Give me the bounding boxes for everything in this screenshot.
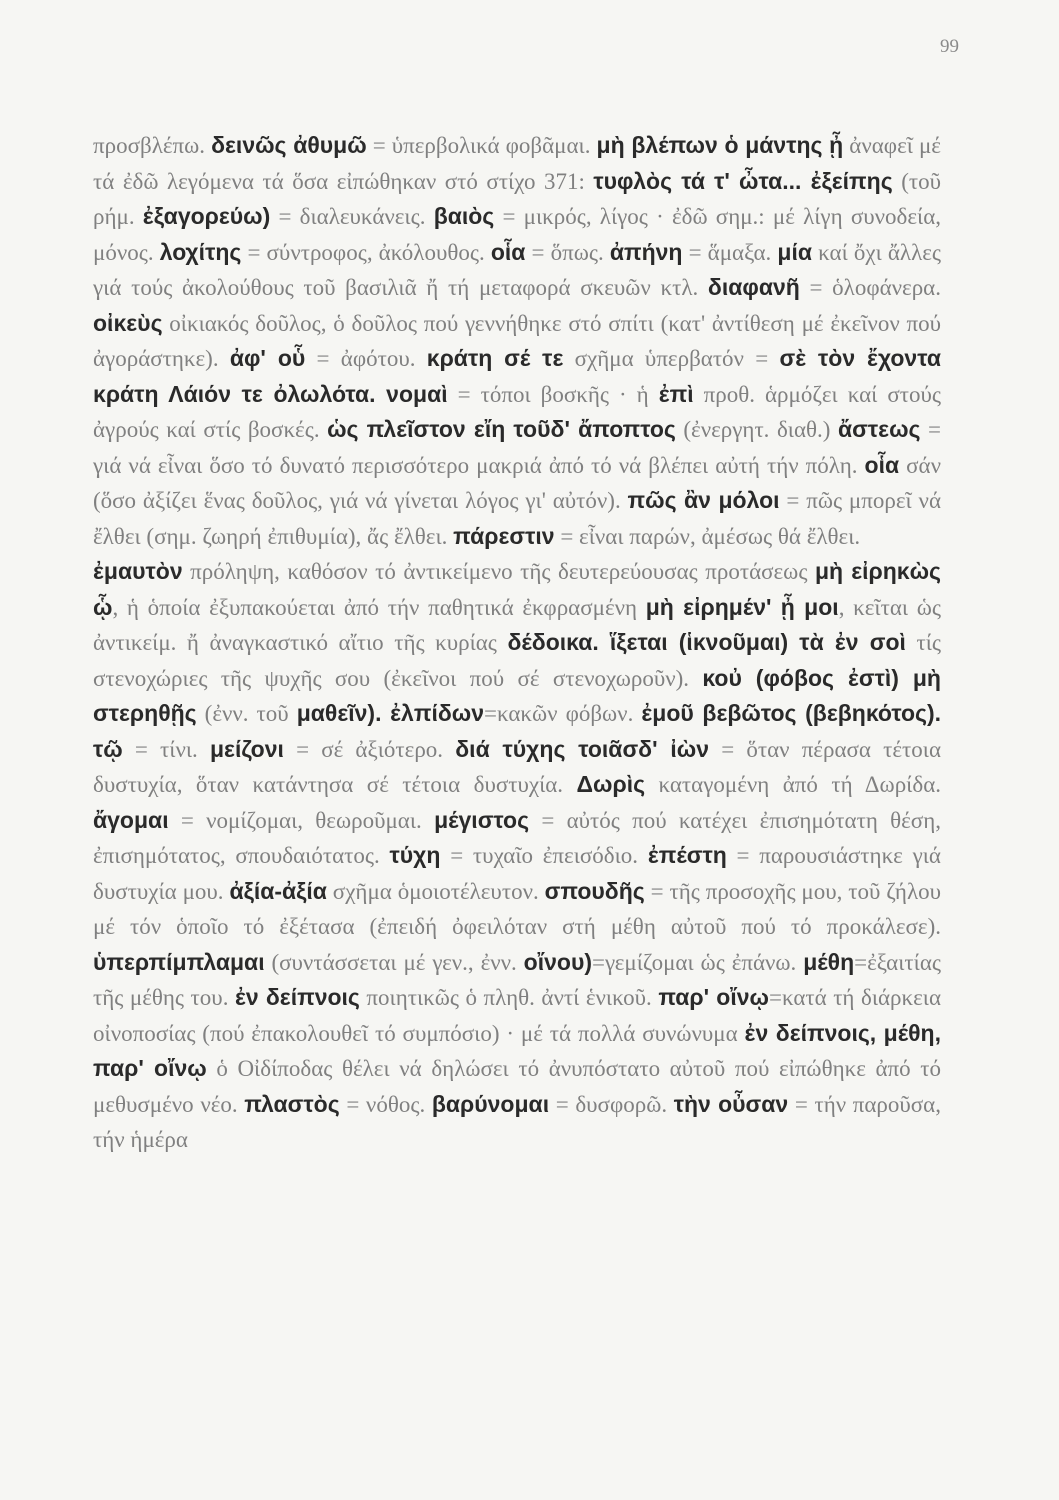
- gloss-text: σχῆμα ὁμοιοτέλευτον.: [326, 878, 545, 904]
- lemma-term: ἐμαυτὸν: [93, 558, 183, 584]
- paragraph: [93, 554, 941, 1158]
- lemma-term: λοχίτης: [159, 238, 242, 265]
- gloss-text: οἰκιακός δοῦλος, ὁ δοῦλος πού γεννήθηκε στό σπίτι (κατ' ἀντίθεση μέ ἐκεῖνον πού ἀγοράστηκε).: [93, 310, 941, 371]
- gloss-text: = τῆς προσοχῆς μου, τοῦ ζήλου μέ τόν ὁποῖο τό ἐξέτασα (ἐπειδή ὀφειλόταν στή μέθη αὐτοῦ πού τό προκάλεσε).: [93, 878, 941, 939]
- gloss-text: προθ. ἁρμόζει καί στούς ἀγρούς καί στίς βοσκές.: [93, 381, 941, 442]
- lemma-term: ὡς πλεῖστον εἴη τοῦδ' ἄποπτος: [327, 416, 676, 442]
- gloss-text: καί ὄχι ἄλλες γιά τούς ἀκολούθους τοῦ βασιλιᾶ ἤ τή μεταφορά σκευῶν κτλ.: [93, 239, 941, 300]
- gloss-text: ὁ Οἰδίποδας θέλει νά δηλώσει τό ἀνυπόστατο αὐτοῦ πού εἰπώθηκε ἀπό τό μεθυσμένο νέο.: [93, 1056, 941, 1117]
- lemma-term: παρ' οἴνῳ: [658, 984, 769, 1010]
- gloss-text: =κακῶν φόβων.: [484, 701, 642, 726]
- lemma-term: οἰκεὺς: [93, 309, 163, 336]
- lemma-term: ἄγομαι: [93, 806, 169, 833]
- lemma-term: ἀφ' οὗ: [229, 345, 306, 371]
- gloss-text: (ἐνεργητ. διαθ.): [675, 417, 839, 442]
- lemma-term: ἄστεως: [838, 416, 921, 442]
- lemma-term: ἀπήνη: [609, 238, 683, 265]
- lemma-term: δέδοικα. ἵξεται (ἱκνοῦμαι) τὰ ἐν σοὶ: [507, 629, 906, 655]
- lemma-term: κοὐ (φόβος ἐστὶ) μὴ στερηθῇς: [93, 664, 941, 726]
- lemma-term: ὑπερπίμπλαμαι: [93, 948, 265, 975]
- gloss-text: = ἅμαξα.: [682, 239, 778, 265]
- gloss-text: (ἐνν. τοῦ: [196, 701, 297, 726]
- gloss-text: =κατά τή διάρκεια οἰνοποσίας (πού ἐπακολουθεῖ τό συμπόσιο) · μέ τά πολλά συνώνυμα: [93, 985, 942, 1046]
- gloss-text: = ὑπερβολικά φοβᾶμαι.: [366, 133, 597, 158]
- gloss-text: = μικρός, λίγος · ἐδῶ σημ.: μέ λίγη συνοδεία, μόνος.: [93, 204, 941, 265]
- gloss-text: = πῶς μπορεῖ νά ἔλθει (σημ. ζωηρή ἐπιθυμία), ἄς ἔλθει.: [93, 488, 942, 549]
- gloss-text: , ἡ ὁποία ἐξυπακούεται ἀπό τήν παθητικά ἐκφρασμένη: [112, 594, 646, 620]
- lemma-term: τὴν οὖσαν: [673, 1090, 789, 1117]
- gloss-text: = παρουσιάστηκε γιά δυστυχία μου.: [93, 843, 941, 904]
- lemma-term: ἐξαγορεύω): [142, 203, 271, 229]
- lemma-term: βαρύνομαι: [431, 1090, 550, 1117]
- gloss-text: = τίνι.: [122, 736, 210, 762]
- gloss-text: =ἐξαιτίας τῆς μέθης του.: [93, 949, 941, 1010]
- lemma-term: ἐμοῦ βεβῶτος (βεβηκότος). τῷ: [93, 700, 942, 762]
- lemma-term: πλαστὸς: [244, 1090, 340, 1117]
- lemma-term: διά τύχης τοιᾶσδ' ἰὼν: [455, 735, 710, 762]
- gloss-text: σχῆμα ὑπερβατόν =: [563, 346, 780, 371]
- lemma-term: σπουδῆς: [544, 877, 645, 904]
- gloss-text: = αὐτός πού κατέχει ἐπισημότατη θέση, ἐπισημότατος, σπουδαιότατος.: [93, 807, 941, 868]
- lemma-term: μέγιστος: [434, 806, 530, 833]
- lemma-term: κράτη σέ τε: [426, 345, 564, 371]
- lemma-term: μὴ βλέπων ὁ μάντης ᾖ: [596, 132, 844, 158]
- gloss-text: = τήν παροῦσα, τήν ἡμέρα: [93, 1091, 941, 1152]
- gloss-text: προσβλέπω.: [93, 133, 212, 158]
- lemma-term: τυφλὸς τά τ' ὦτα... ἐξείπης: [593, 167, 893, 194]
- gloss-text: σάν (ὅσο ἀξίζει ἕνας δοῦλος, γιά νά γίνεται λόγος γι' αὐτόν).: [93, 452, 941, 513]
- lemma-term: μὴ εἰρημέν' ᾖ μοι: [645, 593, 839, 620]
- lemma-term: πῶς ἂν μόλοι: [627, 487, 780, 513]
- lemma-term: ἐπέστη: [647, 842, 727, 868]
- gloss-text: (συντάσσεται μέ γεν., ἐνν.: [264, 949, 524, 975]
- gloss-text: = ὅταν πέρασα τέτοια δυστυχία, ὅταν κατάντησα σέ τέτοια δυστυχία.: [93, 736, 941, 797]
- gloss-text: ποιητικῶς ὁ πληθ. ἀντί ἑνικοῦ.: [359, 985, 659, 1010]
- lemma-term: διαφανῆ: [707, 274, 800, 300]
- lemma-term: πάρεστιν: [453, 522, 555, 549]
- gloss-text: = δυσφορῶ.: [549, 1091, 674, 1117]
- lemma-term: ἐν δείπνοις: [234, 984, 360, 1010]
- gloss-text: ἀναφεῖ μέ τά ἐδῶ λεγόμενα τά ὅσα εἰπώθηκαν στό στίχο 371:: [93, 133, 941, 194]
- lemma-term: μαθεῖν). ἐλπίδων: [296, 700, 485, 726]
- lemma-term: σὲ τὸν ἔχοντα κράτη Λάιόν τε ὀλωλότα. νομαὶ: [93, 345, 941, 407]
- lemma-term: μέθη: [803, 948, 855, 975]
- gloss-text: = ὅπως.: [525, 239, 610, 265]
- gloss-text: , κεῖται ὡς ἀντικείμ. ἤ ἀναγκαστικό αἴτιο τῆς κυρίας: [93, 594, 941, 655]
- gloss-text: = τόποι βοσκῆς · ἡ: [447, 381, 659, 407]
- gloss-text: τίς στενοχώριες τῆς ψυχῆς σου (ἐκεῖνοι πού σέ στενοχωροῦν).: [93, 630, 941, 691]
- lemma-term: ἐν δείπνοις, μέθη, παρ' οἴνῳ: [93, 1019, 942, 1081]
- gloss-text: = σέ ἀξιότερο.: [283, 736, 456, 762]
- gloss-text: = ὁλοφάνερα.: [799, 275, 941, 300]
- lemma-term: μὴ εἰρηκὼς ᾧ: [93, 558, 942, 620]
- lemma-term: μείζονι: [209, 735, 284, 762]
- lemma-term: οἷα: [864, 451, 900, 478]
- gloss-text: = ἀφότου.: [305, 346, 427, 371]
- commentary-text: [93, 128, 941, 1158]
- gloss-text: = τυχαῖο ἐπεισόδιο.: [440, 843, 648, 868]
- gloss-text: = νόθος.: [339, 1091, 432, 1117]
- gloss-text: καταγομένη ἀπό τή Δωρίδα.: [645, 772, 941, 797]
- gloss-text: = σύντροφος, ἀκόλουθος.: [241, 239, 491, 265]
- gloss-text: = διαλευκάνεις.: [270, 204, 434, 229]
- lemma-term: Δωρὶς: [576, 771, 646, 797]
- gloss-text: = γιά νά εἶναι ὅσο τό δυνατό περισσότερο μακριά ἀπό τό νά βλέπει αὐτή τήν πόλη.: [93, 417, 941, 478]
- paragraph: [93, 128, 941, 554]
- gloss-text: = εἶναι παρών, ἀμέσως θά ἔλθει.: [554, 523, 861, 549]
- gloss-text: = νομίζομαι, θεωροῦμαι.: [168, 807, 435, 833]
- lemma-term: ἀξία-ἀξία: [229, 877, 327, 904]
- lemma-term: μία: [777, 238, 813, 265]
- lemma-term: δεινῶς ἀθυμῶ: [211, 132, 367, 158]
- gloss-text: πρόληψη, καθόσον τό ἀντικείμενο τῆς δευτερεύουσας προτάσεως: [182, 559, 815, 584]
- lemma-term: ἐπὶ: [658, 380, 694, 407]
- gloss-text: =γεμίζομαι ὡς ἐπάνω.: [592, 949, 804, 975]
- lemma-term: οἷα: [490, 238, 526, 265]
- lemma-term: οἴνου): [523, 948, 592, 975]
- lemma-term: τύχη: [389, 842, 441, 868]
- lemma-term: βαιὸς: [433, 203, 495, 229]
- gloss-text: (τοῦ ρήμ.: [93, 168, 941, 229]
- page-number: 99: [940, 36, 959, 57]
